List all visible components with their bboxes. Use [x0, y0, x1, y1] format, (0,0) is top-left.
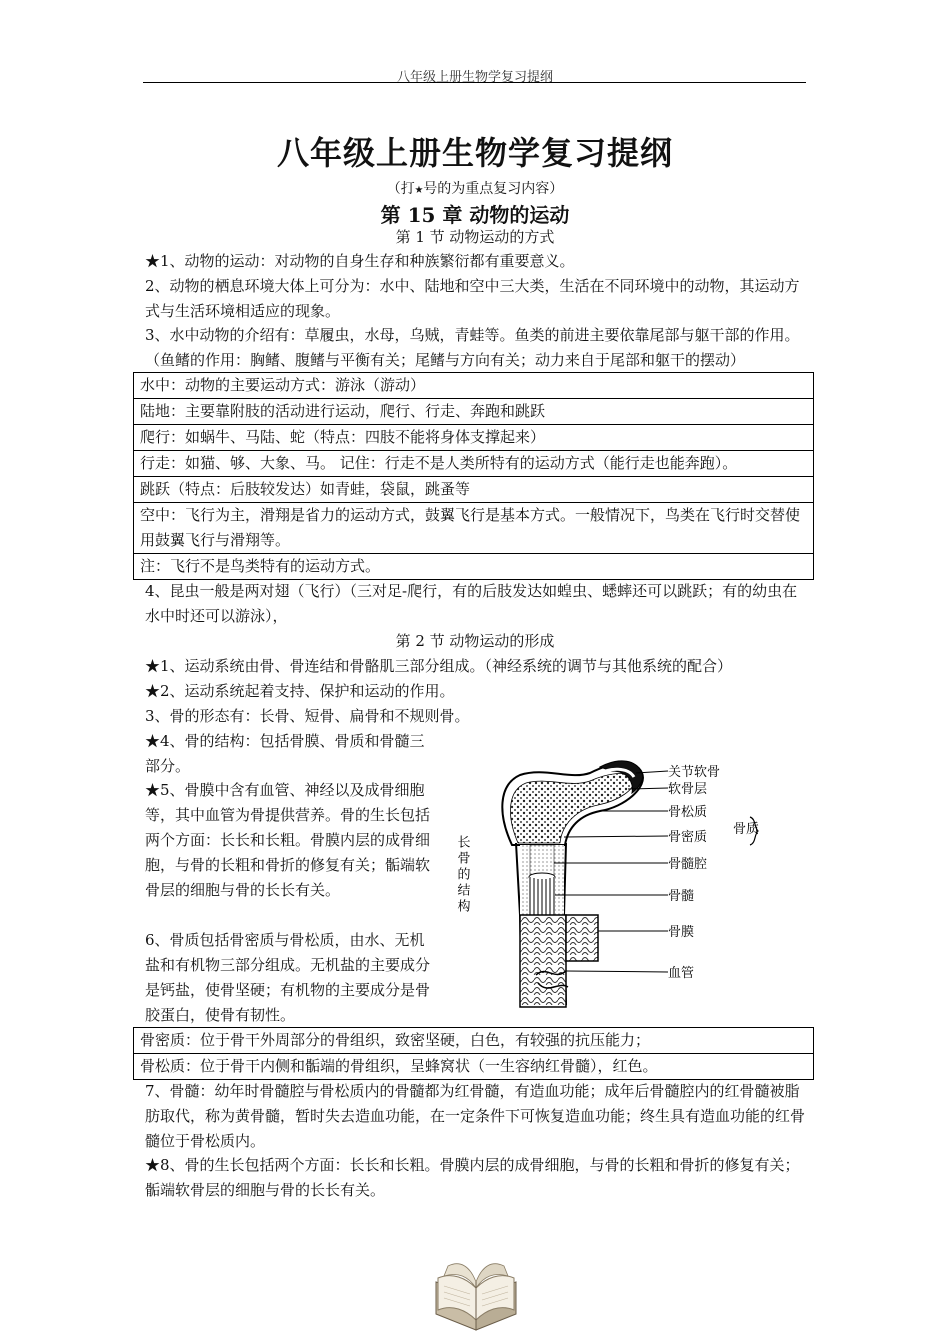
label-periosteum: 骨膜 [668, 925, 695, 940]
section-heading: 第 1 节 动物运动的方式 [395, 228, 555, 246]
label-spongy-bone: 骨松质 [668, 805, 708, 820]
list-item: ★1、运动系统由骨、骨连结和骨骼肌三部分组成。（神经系统的调节与其他系统的配合） [145, 657, 733, 675]
list-item: ★2、运动系统起着支持、保护和运动的作用。 [145, 682, 455, 700]
table-cell: 陆地：主要靠附肢的活动进行运动，爬行、行走、奔跑和跳跃 [134, 399, 814, 425]
list-item: 3、骨的形态有：长骨、短骨、扁骨和不规则骨。 [145, 707, 470, 725]
list-item: 3、水中动物的介绍有：草履虫，水母，乌贼，青蛙等。鱼类的前进主要依靠尾部与躯干部的作用。（鱼鳍的作用：胸鳍、腹鳍与平衡有关；尾鳍与方向有关；动力来自于尾部和躯干的摆动） [145, 326, 800, 369]
label-articular-cartilage: 关节软骨 [668, 765, 721, 780]
label-bone-substance: 骨质 [733, 822, 760, 837]
table-row [134, 1028, 814, 1054]
page-title: 八年级上册生物学复习提纲 [276, 134, 673, 172]
table-cell: 骨密质：位于骨干外周部分的骨组织，致密坚硬，白色，有较强的抗压能力； [134, 1028, 814, 1054]
list-item: ★4、骨的结构：包括骨膜、骨质和骨髓三部分。 [145, 732, 425, 775]
label-bone-marrow: 骨髓 [668, 889, 695, 904]
table-row [134, 399, 814, 425]
list-item: 7、骨髓：幼年时骨髓腔与骨松质内的骨髓都为红骨髓，有造血功能；成年后骨髓腔内的红骨髓被脂肪取代，称为黄骨髓，暂时失去造血功能，在一定条件下可恢复造血功能；终生具有造血功能的红骨髓位于骨松质内。 [145, 1082, 806, 1150]
table-cell: 行走：如猫、够、大象、马。 记住：行走不是人类所特有的运动方式（能行走也能奔跑）。 [134, 451, 814, 477]
table-cell: 注：飞行不是鸟类特有的运动方式。 [134, 554, 814, 580]
diagram-side-title: 长骨的结构 [454, 835, 470, 915]
list-item: ★8、骨的生长包括两个方面：长长和长粗。骨膜内层的成骨细胞，与骨的长粗和骨折的修复有关；骺端软骨层的细胞与骨的长长有关。 [145, 1156, 800, 1199]
table-cell: 跳跃（特点：后肢较发达）如青蛙，袋鼠，跳蚤等 [134, 477, 814, 503]
table-row [134, 451, 814, 477]
list-item: 2、动物的栖息环境大体上可分为：水中、陆地和空中三大类，生活在不同环境中的动物，其运动方式与生活环境相适应的现象。 [145, 277, 800, 320]
table-row [134, 554, 814, 580]
label-medullary-cavity: 骨髓腔 [668, 857, 708, 872]
table-cell: 爬行：如蜗牛、马陆、蛇（特点：四肢不能将身体支撑起来） [134, 425, 814, 451]
table-cell: 空中：飞行为主，滑翔是省力的运动方式，鼓翼飞行是基本方式。一般情况下，鸟类在飞行时交替使用鼓翼飞行与滑翔等。 [134, 503, 814, 554]
table-row [134, 477, 814, 503]
table-row [134, 1054, 814, 1080]
table-row [134, 425, 814, 451]
list-item: 4、昆虫一般是两对翅（飞行）（三对足-爬行，有的后肢发达如蝗虫、蟋蟀还可以跳跃；有的幼虫在水中时还可以游泳）， [145, 582, 798, 625]
list-item: ★5、骨膜中含有血管、神经以及成骨细胞等，其中血管为骨提供营养。骨的生长包括两个方面：长长和长粗。骨膜内层的成骨细胞，与骨的长粗和骨折的修复有关；骺端软骨层的细胞与骨的长长有关。 [145, 781, 431, 899]
long-bone-diagram [450, 745, 780, 1015]
table-cell: 水中：动物的主要运动方式：游泳（游动） [134, 373, 814, 399]
table-row [134, 503, 814, 554]
table-cell: 骨松质：位于骨干内侧和骺端的骨组织，呈蜂窝状（一生容纳红骨髓），红色。 [134, 1054, 814, 1080]
open-book-icon [428, 1252, 524, 1334]
locomotion-table [133, 372, 814, 580]
label-compact-bone: 骨密质 [668, 830, 708, 845]
chapter-heading: 第 15 章 动物的运动 [380, 203, 570, 227]
list-item: ★1、动物的运动：对动物的自身生存和种族繁衍都有重要意义。 [145, 252, 575, 270]
label-cartilage-layer: 软骨层 [668, 782, 708, 797]
page-subtitle: （打★号的为重点复习内容） [386, 181, 564, 197]
list-item: 6、骨质包括骨密质与骨松质，由水、无机盐和有机物三部分组成。无机盐的主要成分是钙盐，使骨坚硬；有机物的主要成分是骨胶蛋白，使骨有韧性。 [145, 931, 431, 1024]
running-header: 八年级上册生物学复习提纲 [396, 70, 553, 85]
label-blood-vessel: 血管 [668, 966, 695, 981]
header-rule [143, 82, 806, 83]
table-row [134, 373, 814, 399]
section-heading: 第 2 节 动物运动的形成 [395, 632, 555, 650]
bone-substance-table [133, 1027, 814, 1080]
